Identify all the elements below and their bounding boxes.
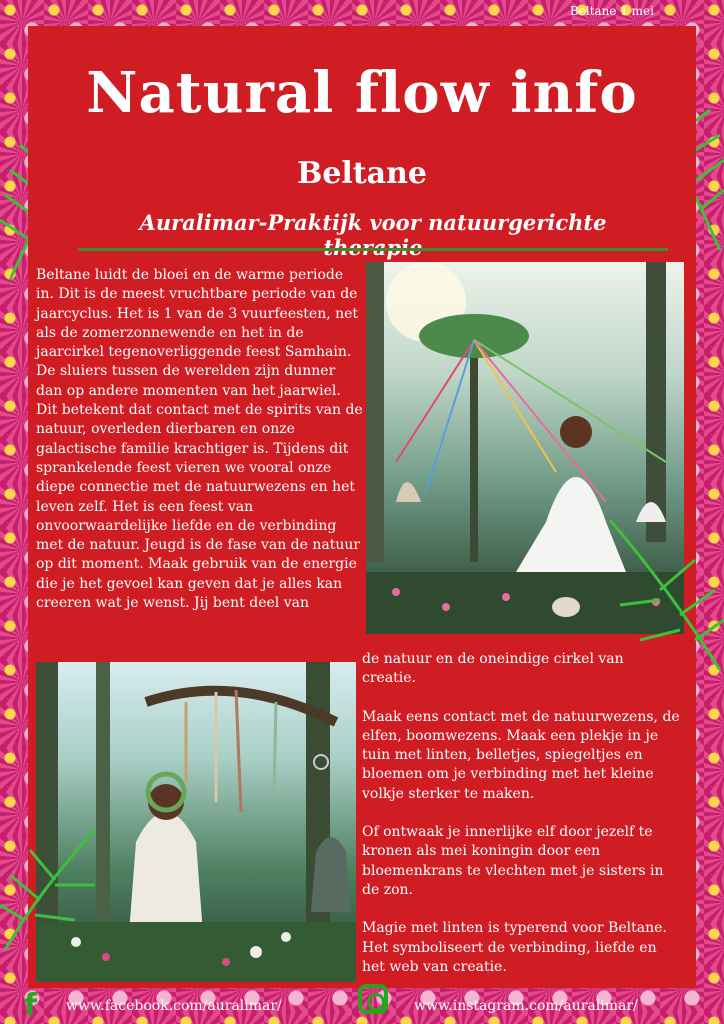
footer [0, 988, 724, 1024]
palm-leaf-bottom-left-decoration [0, 820, 100, 960]
paragraph: Maak eens contact met de natuurwezens, de elfen, boomwezens. Maak een plekje in je tuin met linten, belletjes, spiegeltjes en bloemen om je verbinding met het kleine volkje sterker te maken. [362, 708, 680, 802]
main-panel [28, 26, 696, 988]
facebook-icon[interactable]: f [24, 988, 38, 1023]
intro-text: Beltane luidt de bloei en de warme periode in. Dit is de meest vruchtbare periode van de jaarcyclus. Het is 1 van de 3 vuurfeesten, net als de zomerzonnewende en het in de jaarcirkel tegenoverliggende feest Samhain. De sluiers tussen de werelden zijn dunner dan op andere momenten van het jaarwiel. Dit betekent dat contact met de spirits van de natuur, overleden dierbaren en onze galactische familie krachtiger is. Tijdens dit sprankelende feest vieren we vooral onze diepe connectie met de natuurwezens en het leven zelf. Het is een feest van onvoorwaardelijke liefde en de verbinding met de natuur. Jeugd is de fase van de natuur op dit moment. Maak gebruik van de energie die je het gevoel kan geven dat je alles kan creeren wat je wenst. Jij bent deel van [36, 267, 363, 612]
practice-tagline: Auralimar-Praktijk voor natuurgerichte [139, 210, 607, 235]
instagram-icon[interactable] [358, 984, 388, 1014]
top-date-label: Beltane 1 mei [569, 4, 654, 18]
closing-text [362, 650, 682, 977]
instagram-link[interactable]: www.instagram.com/auralimar/ [414, 998, 638, 1014]
paragraph: Magie met linten is typerend voor Beltane. Het symboliseert de verbinding, liefde en het web van creatie. [362, 920, 667, 975]
palm-leaf-bottom-right-decoration [600, 500, 724, 680]
page-subtitle: Beltane [296, 156, 428, 191]
page-title: Natural flow info [86, 60, 638, 126]
divider [78, 248, 668, 251]
paragraph: Of ontwaak je innerlijke elf door jezelf te kronen als mei koningin door een bloemenkrans te vlechten met je sisters in de zon. [362, 824, 664, 898]
facebook-link[interactable]: www.facebook.com/auralimar/ [66, 998, 282, 1014]
paragraph: de natuur en de oneindige cirkel van creatie. [362, 651, 624, 687]
